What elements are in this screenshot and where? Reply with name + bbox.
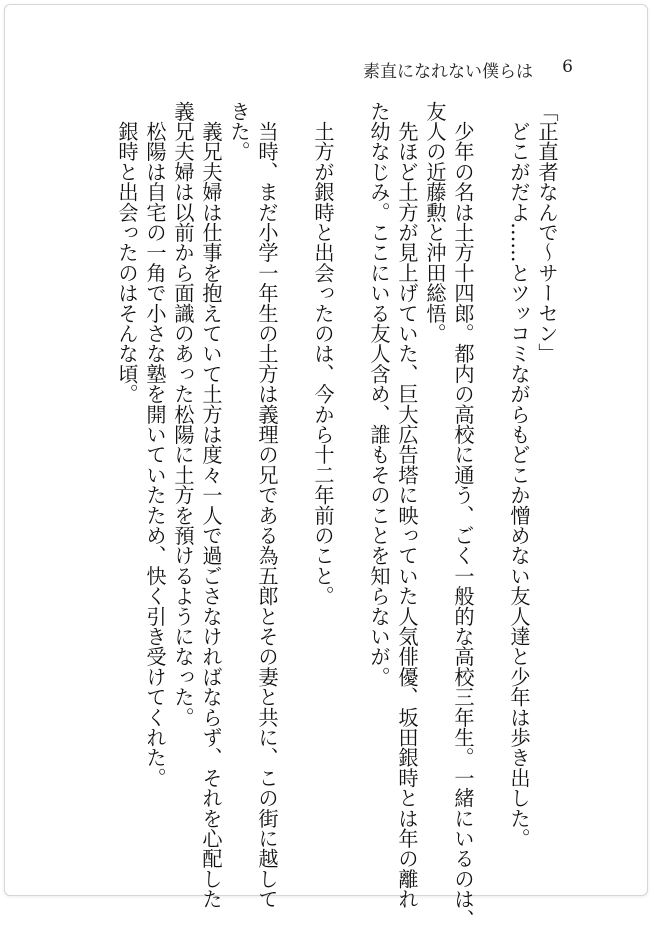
text-line: 少年の名は土方十四郎。都内の高校に通う、ごく一般的な高校三年生。一緒にいるのは、 (451, 101, 475, 929)
text-line: 義兄夫婦は以前から面識のあった松陽に土方を預けるようになった。 (171, 101, 195, 728)
blank-line (477, 101, 505, 891)
text-line: 「正直者なんで〜サーセン」 (535, 101, 559, 364)
text-line: 銀時と出会ったのはそんな頃。 (115, 101, 139, 404)
blank-line (337, 101, 365, 891)
blank-line (281, 101, 309, 891)
text-line: 先ほど土方が見上げていた、巨大広告塔に映っていた人気俳優、坂田銀時とは年の離れ (395, 101, 419, 909)
text-line: 義兄夫婦は仕事を抱えていて土方は度々一人で過ごさなければならず、それを心配した (199, 101, 223, 909)
text-line: た幼なじみ。ここにいる友人含め、誰もそのことを知らないが。 (367, 101, 391, 687)
page-number: 6 (562, 57, 573, 77)
body-text (113, 101, 561, 929)
text-line: きた。 (227, 101, 251, 162)
text-line: 友人の近藤勲と沖田総悟。 (423, 101, 447, 344)
text-line: どこがだよ……とツッコミながらもどこか憎めない友人達と少年は歩き出した。 (507, 101, 531, 849)
running-title: 素直になれない僕らは (363, 62, 533, 82)
text-line: 土方が銀時と出会ったのは、今から十二年前のこと。 (311, 101, 335, 606)
text-line: 松陽は自宅の一角で小さな塾を開いていたため、快く引き受けてくれた。 (143, 101, 167, 788)
text-line: 当時、まだ小学一年生の土方は義理の兄である為五郎とその妻と共に、この街に越して (255, 101, 279, 909)
book-page (4, 4, 648, 929)
